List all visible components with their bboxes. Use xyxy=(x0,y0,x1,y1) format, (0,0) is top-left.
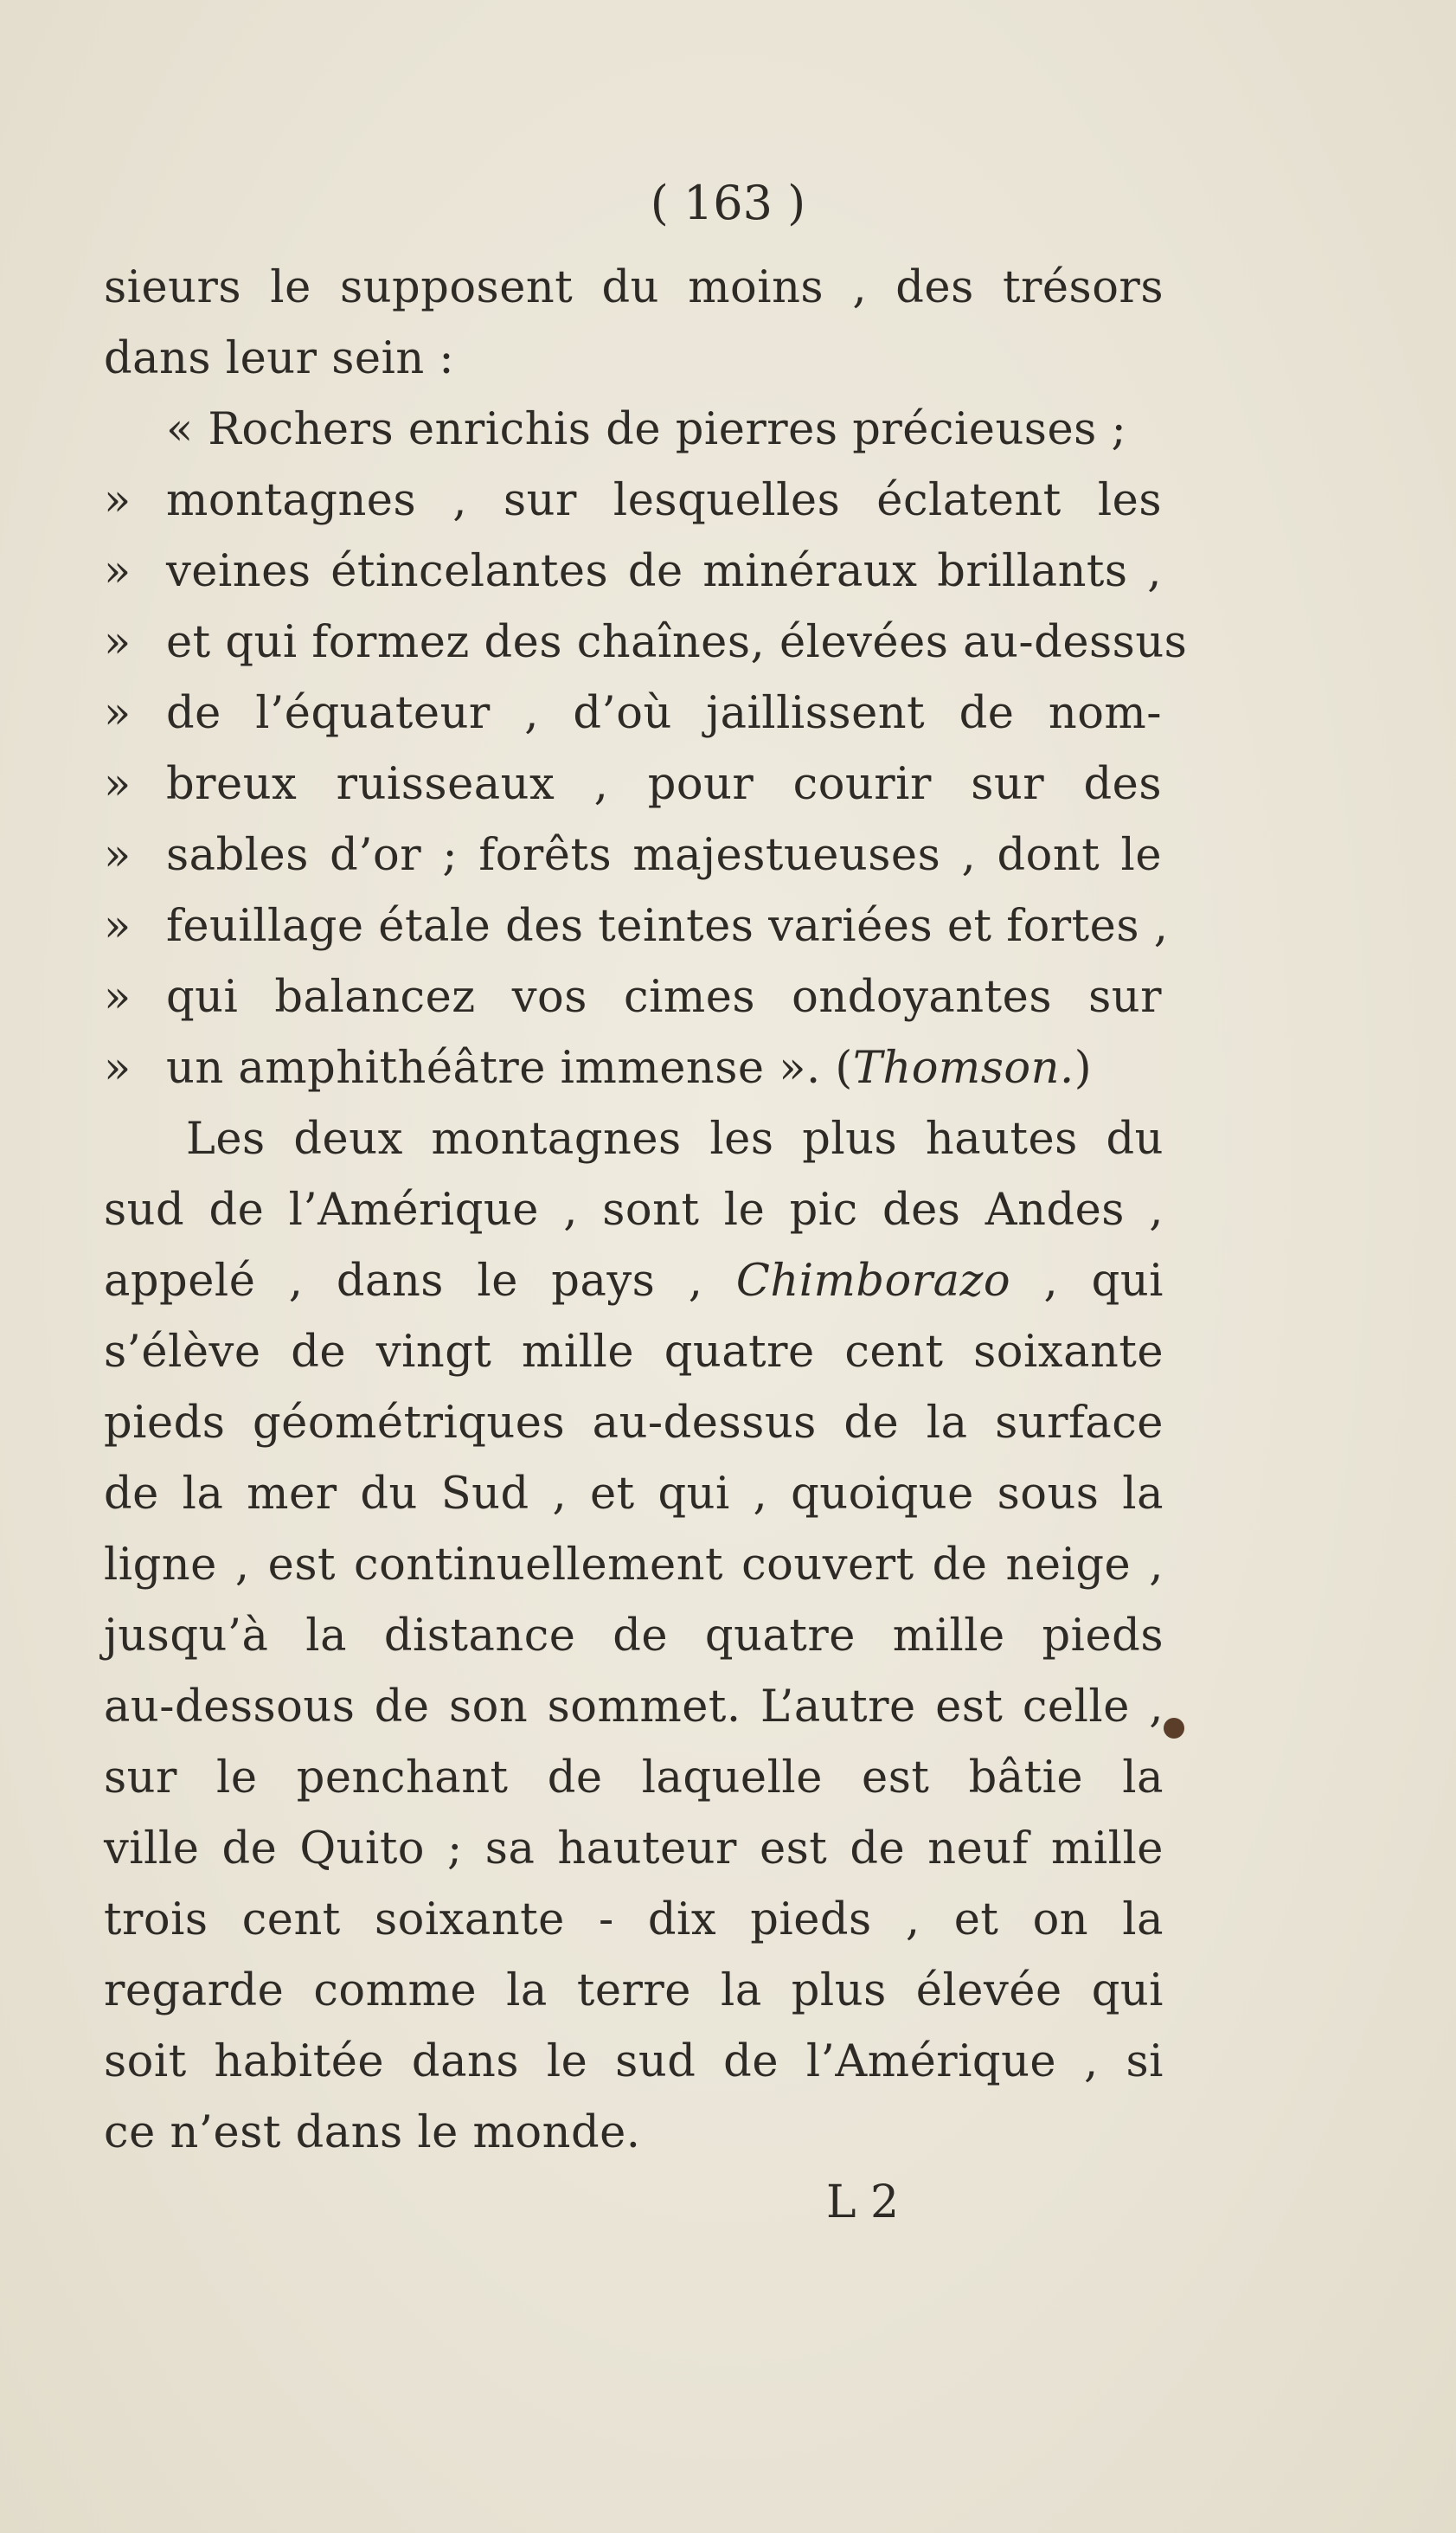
quote-text: montagnes , sur lesquelles éclatent les xyxy=(166,475,1162,526)
text-line: sud de l’Amérique , sont le pic des Andes , xyxy=(104,1185,1164,1236)
italic-name: Chimborazo xyxy=(735,1256,1011,1307)
ink-blot xyxy=(1164,1718,1184,1739)
text-line: pieds géométriques au-dessus de la surface xyxy=(104,1398,1164,1449)
quote-text: « Rochers enrichis de pierres précieuses ; xyxy=(166,404,1127,455)
text-line: s’élève de vingt mille quatre cent soixante xyxy=(104,1327,1164,1378)
italic-name: Thomson. xyxy=(852,1043,1074,1094)
quote-line xyxy=(104,1033,1164,1104)
text-line: appelé , dans le pays , Chimborazo , qui xyxy=(104,1256,1164,1307)
signature-mark: L 2 xyxy=(826,2176,900,2228)
quote-mark: » xyxy=(104,830,131,881)
text-line: de la mer du Sud , et qui , quoique sous la xyxy=(104,1469,1164,1520)
quote-mark: » xyxy=(104,688,131,739)
quote-mark: » xyxy=(104,972,131,1023)
quote-line xyxy=(104,962,1164,1033)
text-line: jusqu’à la distance de quatre mille pieds xyxy=(104,1610,1164,1662)
quote-mark: » xyxy=(104,1043,131,1094)
quote-line xyxy=(104,537,1164,608)
quote-text: un amphithéâtre immense ». (Thomson.) xyxy=(166,1043,1093,1094)
text-line: ligne , est continuellement couvert de neige , xyxy=(104,1540,1164,1591)
text-line: sieurs le supposent du moins , des trésors xyxy=(104,262,1164,313)
quote-text: sables d’or ; forêts majestueuses , dont le xyxy=(166,830,1162,881)
text-line: ville de Quito ; sa hauteur est de neuf mille xyxy=(104,1823,1164,1874)
quote-line xyxy=(104,395,1164,466)
quote-line xyxy=(104,678,1164,749)
quote-text: et qui formez des chaînes, élevées au-dessus xyxy=(166,617,1188,668)
quote-text: qui balancez vos cimes ondoyantes sur xyxy=(166,972,1162,1023)
quote-text: feuillage étale des teintes variées et fortes , xyxy=(166,901,1169,952)
text-line: ce n’est dans le monde. xyxy=(104,2107,641,2158)
quote-text: de l’équateur , d’où jaillissent de nom- xyxy=(166,688,1162,739)
quote-line xyxy=(104,891,1169,962)
quote-mark: » xyxy=(104,617,131,668)
text-line: au-dessous de son sommet. L’autre est celle , xyxy=(104,1681,1164,1733)
quote-mark: » xyxy=(104,546,131,597)
quote-line xyxy=(104,466,1164,537)
quote-line xyxy=(104,820,1164,891)
quote-line xyxy=(104,749,1164,820)
text-line: soit habitée dans le sud de l’Amérique , si xyxy=(104,2036,1164,2087)
paragraph-first-line: Les deux montagnes les plus hautes du xyxy=(186,1114,1164,1165)
quote-text: veines étincelantes de minéraux brillants , xyxy=(166,546,1162,597)
page-number-header: ( 163 ) xyxy=(650,176,806,230)
quote-mark: » xyxy=(104,759,131,810)
text-line: regarde comme la terre la plus élevée qui xyxy=(104,1965,1164,2016)
quote-line xyxy=(104,608,1188,678)
text-line: sur le penchant de laquelle est bâtie la xyxy=(104,1752,1164,1803)
quote-text: breux ruisseaux , pour courir sur des xyxy=(166,759,1162,810)
quote-mark: » xyxy=(104,901,131,952)
text-line: dans leur sein : xyxy=(104,333,455,384)
text-line: trois cent soixante - dix pieds , et on la xyxy=(104,1894,1164,1945)
quote-mark: » xyxy=(104,475,131,526)
